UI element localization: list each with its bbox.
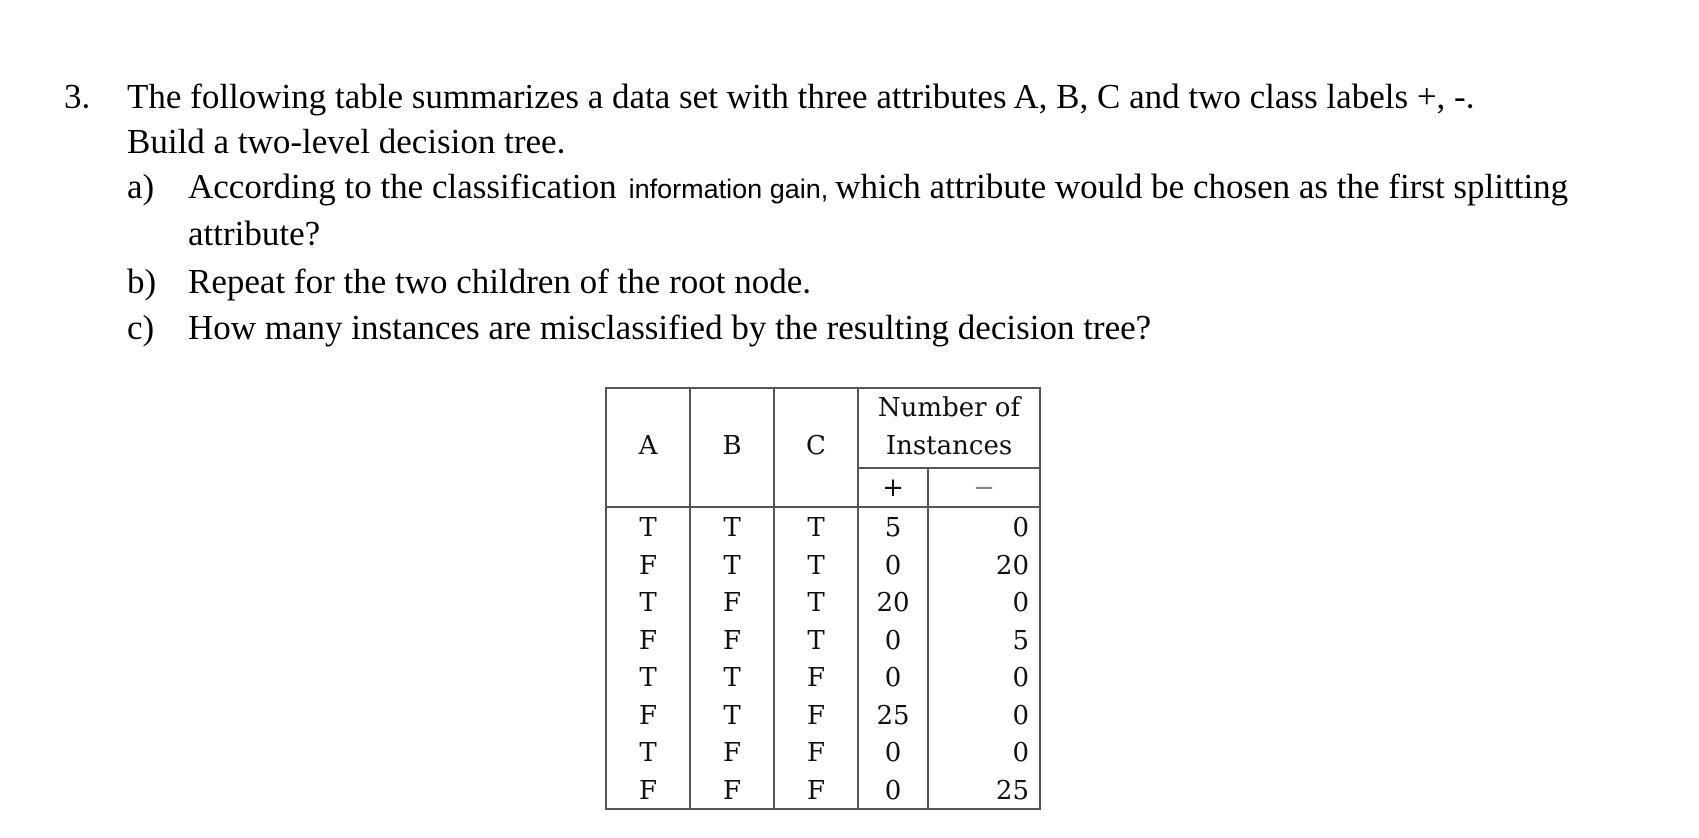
part-a-pre: According to the classification — [188, 167, 617, 206]
table-cell-col-a: T — [639, 588, 657, 618]
table-cell-col-b: F — [722, 738, 742, 768]
question-number: 3. — [64, 77, 91, 116]
table-cell-col-a: F — [638, 550, 658, 581]
table-cell-col-b: F — [722, 775, 742, 806]
table-cell-col-c: T — [807, 550, 825, 581]
part-a-continuation: attribute? — [188, 214, 321, 253]
table-cell-col-minus: 0 — [1012, 513, 1029, 543]
question-line-2: Build a two-level decision tree. — [127, 122, 566, 161]
table-cell-col-b: F — [722, 625, 742, 656]
table-cell-col-plus: 0 — [884, 775, 902, 806]
table-cell-col-c: F — [806, 663, 826, 693]
table-cell-col-minus: 0 — [1012, 663, 1029, 693]
header-b: B — [722, 431, 742, 461]
part-b-label: b) — [127, 262, 157, 301]
part-a-information-gain: information gain, — [628, 174, 829, 204]
header-plus: + — [882, 473, 904, 503]
table-cell-col-minus: 25 — [995, 775, 1029, 806]
table-cell-col-b: F — [722, 588, 742, 618]
table-cell-col-c: F — [806, 775, 826, 806]
part-a-post: which attribute would be chosen as the first splitting — [835, 167, 1569, 206]
table-cell-col-a: F — [638, 625, 658, 656]
table-cell-col-plus: 0 — [884, 663, 902, 693]
table-cell-col-minus: 20 — [995, 550, 1029, 581]
part-b-text: Repeat for the two children of the root node. — [188, 262, 811, 301]
table-cell-col-c: T — [807, 588, 825, 618]
table-cell-col-b: T — [723, 663, 741, 693]
table-cell-col-b: T — [723, 513, 741, 543]
header-minus: − — [973, 473, 995, 503]
table-cell-col-a: T — [639, 738, 657, 768]
header-a: A — [638, 431, 658, 461]
question-line-1: The following table summarizes a data set with three attributes A, B, C and two class labels +, -. — [127, 77, 1475, 116]
table-cell-col-c: F — [806, 700, 826, 731]
table-cell-col-minus: 0 — [1012, 738, 1029, 768]
table-cell-col-plus: 5 — [884, 513, 902, 543]
table-cell-col-c: F — [806, 738, 826, 768]
part-a-text — [188, 165, 1568, 211]
table-cell-col-c: T — [807, 513, 825, 543]
table-cell-col-a: T — [639, 663, 657, 693]
table-cell-col-plus: 20 — [876, 588, 910, 618]
part-c-text: How many instances are misclassified by the resulting decision tree? — [188, 308, 1152, 347]
table-cell-col-plus: 25 — [876, 700, 910, 731]
part-c-label: c) — [127, 308, 155, 347]
table-cell-col-b: T — [723, 700, 741, 731]
table-cell-col-minus: 0 — [1012, 588, 1029, 618]
table-cell-col-minus: 0 — [1012, 700, 1029, 731]
header-count-line2: Instances — [885, 431, 1013, 461]
table-cell-col-a: T — [639, 513, 657, 543]
data-table — [605, 387, 1041, 810]
table-cell-col-c: T — [807, 625, 825, 656]
table-cell-col-a: F — [638, 775, 658, 806]
table-cell-col-minus: 5 — [1012, 625, 1029, 656]
header-c: C — [806, 431, 826, 461]
table-cell-col-plus: 0 — [884, 550, 902, 581]
header-count-line1: Number of — [877, 393, 1021, 423]
table-cell-col-plus: 0 — [884, 738, 902, 768]
part-a-label: a) — [127, 167, 155, 206]
table-cell-col-a: F — [638, 700, 658, 731]
table-cell-col-plus: 0 — [884, 625, 902, 656]
table-cell-col-b: T — [723, 550, 741, 581]
